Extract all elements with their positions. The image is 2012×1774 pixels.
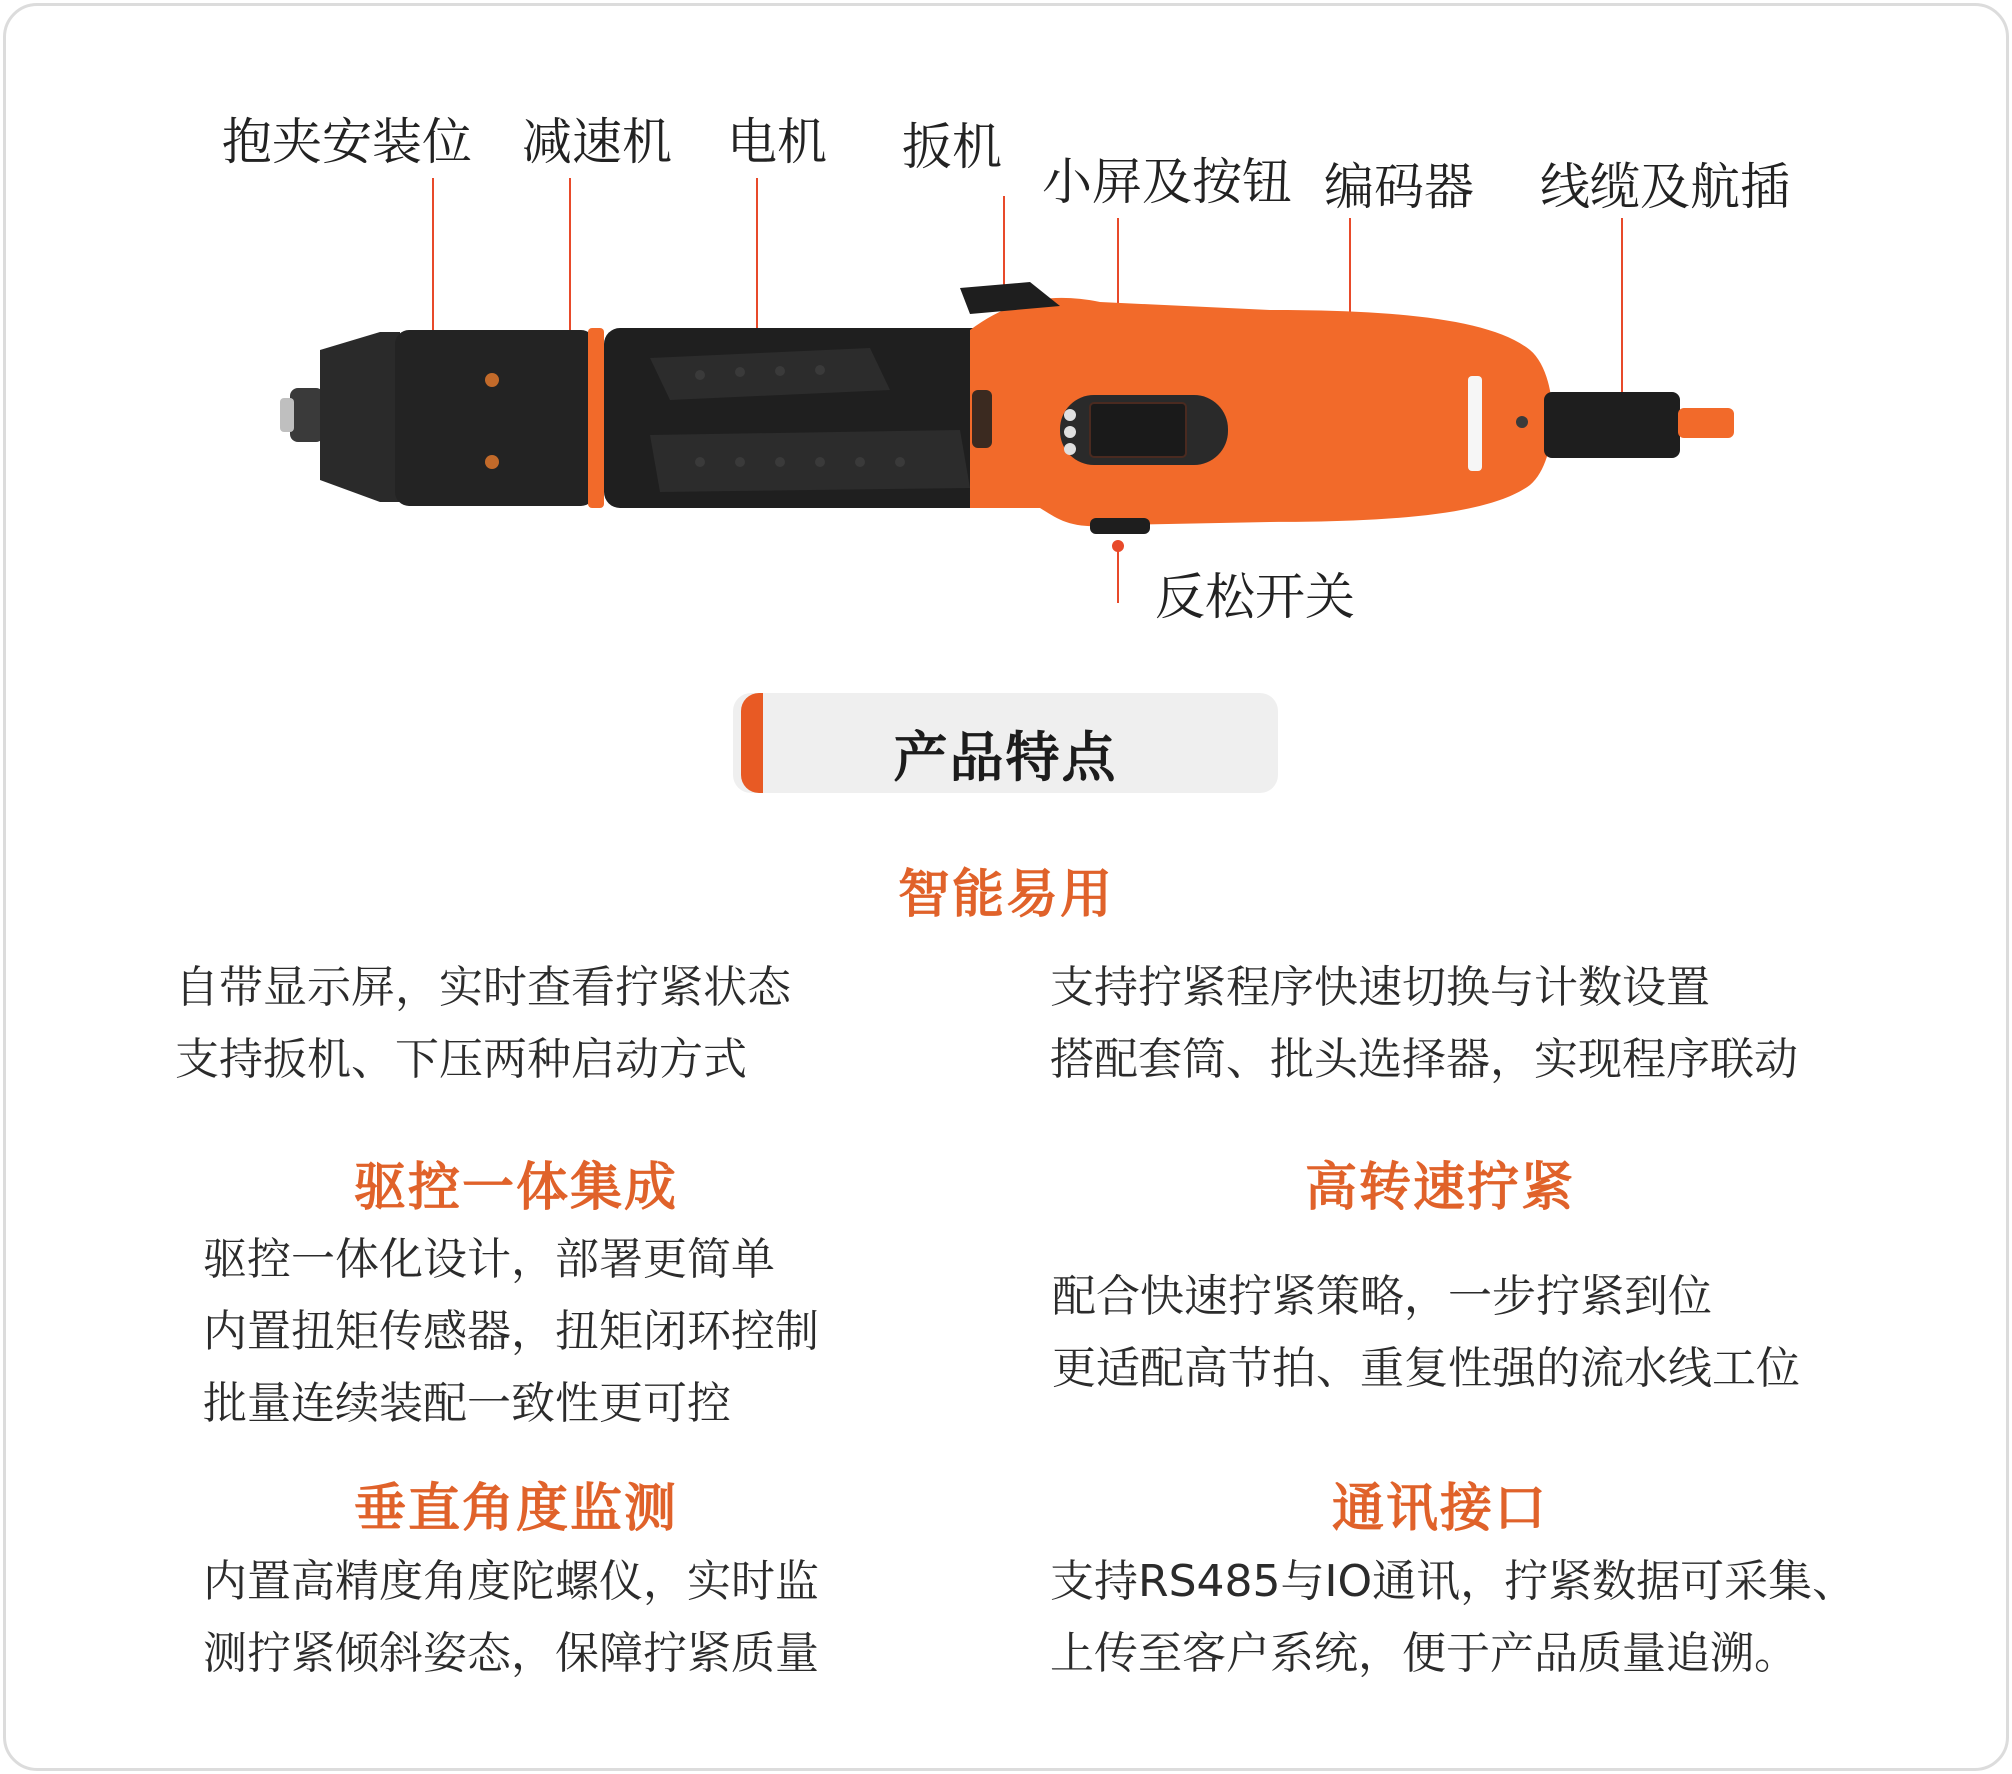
callout-screen-label: 小屏及按钮 bbox=[1042, 153, 1292, 211]
feature-speed-line-1: 配合快速拧紧策略，一步拧紧到位 bbox=[1052, 1271, 1712, 1322]
feature-angle-line-1: 内置高精度角度陀螺仪，实时监 bbox=[203, 1556, 819, 1607]
bit-holder bbox=[290, 388, 324, 442]
feature-smart-right-line-1: 支持拧紧程序快速切换与计数设置 bbox=[1050, 962, 1710, 1013]
callout-clamp-label: 抱夹安装位 bbox=[222, 113, 472, 171]
feature-comm-title: 通讯接口 bbox=[1331, 1479, 1548, 1539]
feature-smart-left-line-1: 自带显示屏，实时查看拧紧状态 bbox=[175, 962, 791, 1013]
feature-comm-line-1: 支持RS485与IO通讯，拧紧数据可采集、 bbox=[1050, 1556, 1857, 1607]
feature-angle-line-2: 测拧紧倾斜姿态，保障拧紧质量 bbox=[203, 1628, 819, 1679]
orange-ring bbox=[588, 328, 604, 508]
callout-encoder-label: 编码器 bbox=[1324, 158, 1474, 216]
section-heading bbox=[733, 693, 1278, 793]
feature-integrated-line-3: 批量连续装配一致性更可控 bbox=[203, 1378, 731, 1429]
reverse-switch bbox=[1090, 518, 1150, 534]
callout-reducer-label: 减速机 bbox=[522, 113, 672, 171]
clamp-section bbox=[395, 330, 595, 506]
feature-speed-line-2: 更适配高节拍、重复性强的流水线工位 bbox=[1052, 1343, 1800, 1394]
callout-trigger-label: 扳机 bbox=[902, 118, 1002, 176]
callout-reverse-label: 反松开关 bbox=[1155, 568, 1355, 626]
electric-screwdriver-illustration bbox=[270, 240, 1790, 560]
feature-smart-title: 智能易用 bbox=[897, 865, 1114, 925]
feature-integrated-title: 驱控一体集成 bbox=[353, 1158, 678, 1218]
feature-integrated-line-1: 驱控一体化设计，部署更简单 bbox=[203, 1234, 775, 1285]
feature-comm-line-2: 上传至客户系统，便于产品质量追溯。 bbox=[1050, 1628, 1798, 1679]
feature-smart-left-line-2: 支持扳机、下压两种启动方式 bbox=[175, 1034, 747, 1085]
feature-smart-right-line-2: 搭配套筒、批头选择器，实现程序联动 bbox=[1050, 1034, 1798, 1085]
nose-cone bbox=[320, 332, 400, 502]
callout-motor-label: 电机 bbox=[727, 113, 827, 171]
section-heading-title: 产品特点 bbox=[893, 726, 1118, 789]
feature-integrated-line-2: 内置扭矩传感器，扭矩闭环控制 bbox=[203, 1306, 819, 1357]
callout-cable-label: 线缆及航插 bbox=[1540, 158, 1790, 216]
feature-angle-title: 垂直角度监测 bbox=[353, 1479, 678, 1539]
feature-speed-title: 高转速拧紧 bbox=[1304, 1158, 1575, 1218]
orange-housing bbox=[970, 298, 1553, 526]
cable-connector bbox=[1544, 392, 1680, 458]
